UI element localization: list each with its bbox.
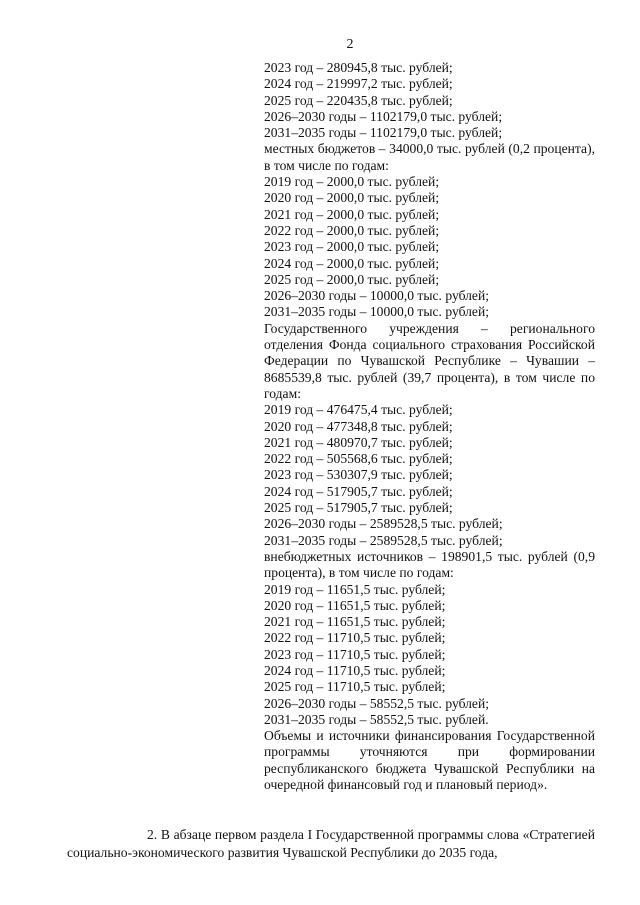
extrabudgetary-sources-years — [264, 582, 595, 729]
funding-line: 2026–2030 годы – 1102179,0 тыс. рублей; — [264, 108, 503, 124]
funding-column — [264, 60, 595, 793]
funding-line: 2031–2035 годы – 1102179,0 тыс. рублей; — [264, 125, 503, 141]
funding-line: 2021 год – 11651,5 тыс. рублей; — [264, 614, 446, 630]
funding-line: 2022 год – 2000,0 тыс. рублей; — [264, 222, 440, 238]
funding-line: 2025 год – 2000,0 тыс. рублей; — [264, 271, 440, 287]
republican-budget-years — [264, 60, 595, 141]
social-insurance-fund-intro: Государственного учреждения – регионального отделения Фонда социального страхования Российской Федерации по Чувашской Республике – Чувашии – 8685539,8 тыс. рублей (39,7 процента), в том числе по годам: — [264, 320, 595, 401]
funding-closing-paragraph: Объемы и источники финансирования Государственной программы уточняются при формировании республиканского бюджета Чувашской Республики на очередной финансовый год и плановый период». — [264, 728, 595, 793]
funding-line: 2024 год – 2000,0 тыс. рублей; — [264, 255, 440, 271]
social-insurance-fund-years — [264, 402, 595, 549]
local-budgets-years — [264, 174, 595, 321]
funding-line: 2019 год – 476475,4 тыс. рублей; — [264, 402, 453, 418]
amendment-paragraph-2: 2. В абзаце первом раздела I Государственной программы слова «Стратегией социально-экономического развития Чувашской Республики до 2035 года, — [67, 827, 595, 860]
funding-line: 2023 год – 280945,8 тыс. рублей; — [264, 60, 453, 75]
funding-line: 2025 год – 220435,8 тыс. рублей; — [264, 92, 453, 108]
funding-line: 2025 год – 517905,7 тыс. рублей; — [264, 500, 453, 516]
funding-line: 2024 год – 219997,2 тыс. рублей; — [264, 76, 453, 92]
funding-line: 2031–2035 годы – 10000,0 тыс. рублей; — [264, 304, 490, 320]
funding-line: 2023 год – 530307,9 тыс. рублей; — [264, 467, 453, 483]
funding-line: 2023 год – 11710,5 тыс. рублей; — [264, 646, 446, 662]
page-number: 2 — [346, 37, 354, 52]
funding-line: 2031–2035 годы – 2589528,5 тыс. рублей; — [264, 532, 503, 548]
funding-line: 2024 год – 517905,7 тыс. рублей; — [264, 483, 453, 499]
funding-line: 2022 год – 505568,6 тыс. рублей; — [264, 451, 453, 467]
funding-line: 2019 год – 2000,0 тыс. рублей; — [264, 174, 440, 190]
extrabudgetary-sources-intro: внебюджетных источников – 198901,5 тыс. рублей (0,9 процента), в том числе по годам: — [264, 548, 595, 581]
funding-line: 2020 год – 11651,5 тыс. рублей; — [264, 597, 446, 613]
funding-line: 2021 год – 480970,7 тыс. рублей; — [264, 434, 453, 450]
local-budgets-intro: местных бюджетов – 34000,0 тыс. рублей (0,2 процента), в том числе по годам: — [264, 141, 595, 173]
funding-line: 2025 год – 11710,5 тыс. рублей; — [264, 679, 446, 695]
funding-line: 2020 год – 477348,8 тыс. рублей; — [264, 418, 453, 434]
funding-line: 2019 год – 11651,5 тыс. рублей; — [264, 581, 446, 597]
funding-line: 2026–2030 годы – 2589528,5 тыс. рублей; — [264, 516, 503, 532]
funding-line: 2020 год – 2000,0 тыс. рублей; — [264, 190, 440, 206]
funding-line: 2024 год – 11710,5 тыс. рублей; — [264, 662, 446, 678]
funding-line: 2026–2030 годы – 10000,0 тыс. рублей; — [264, 288, 490, 304]
funding-line: 2031–2035 годы – 58552,5 тыс. рублей. — [264, 711, 489, 727]
funding-line: 2021 год – 2000,0 тыс. рублей; — [264, 206, 440, 222]
funding-line: 2022 год – 11710,5 тыс. рублей; — [264, 630, 446, 646]
funding-line: 2023 год – 2000,0 тыс. рублей; — [264, 239, 440, 255]
funding-line: 2026–2030 годы – 58552,5 тыс. рублей; — [264, 695, 490, 711]
